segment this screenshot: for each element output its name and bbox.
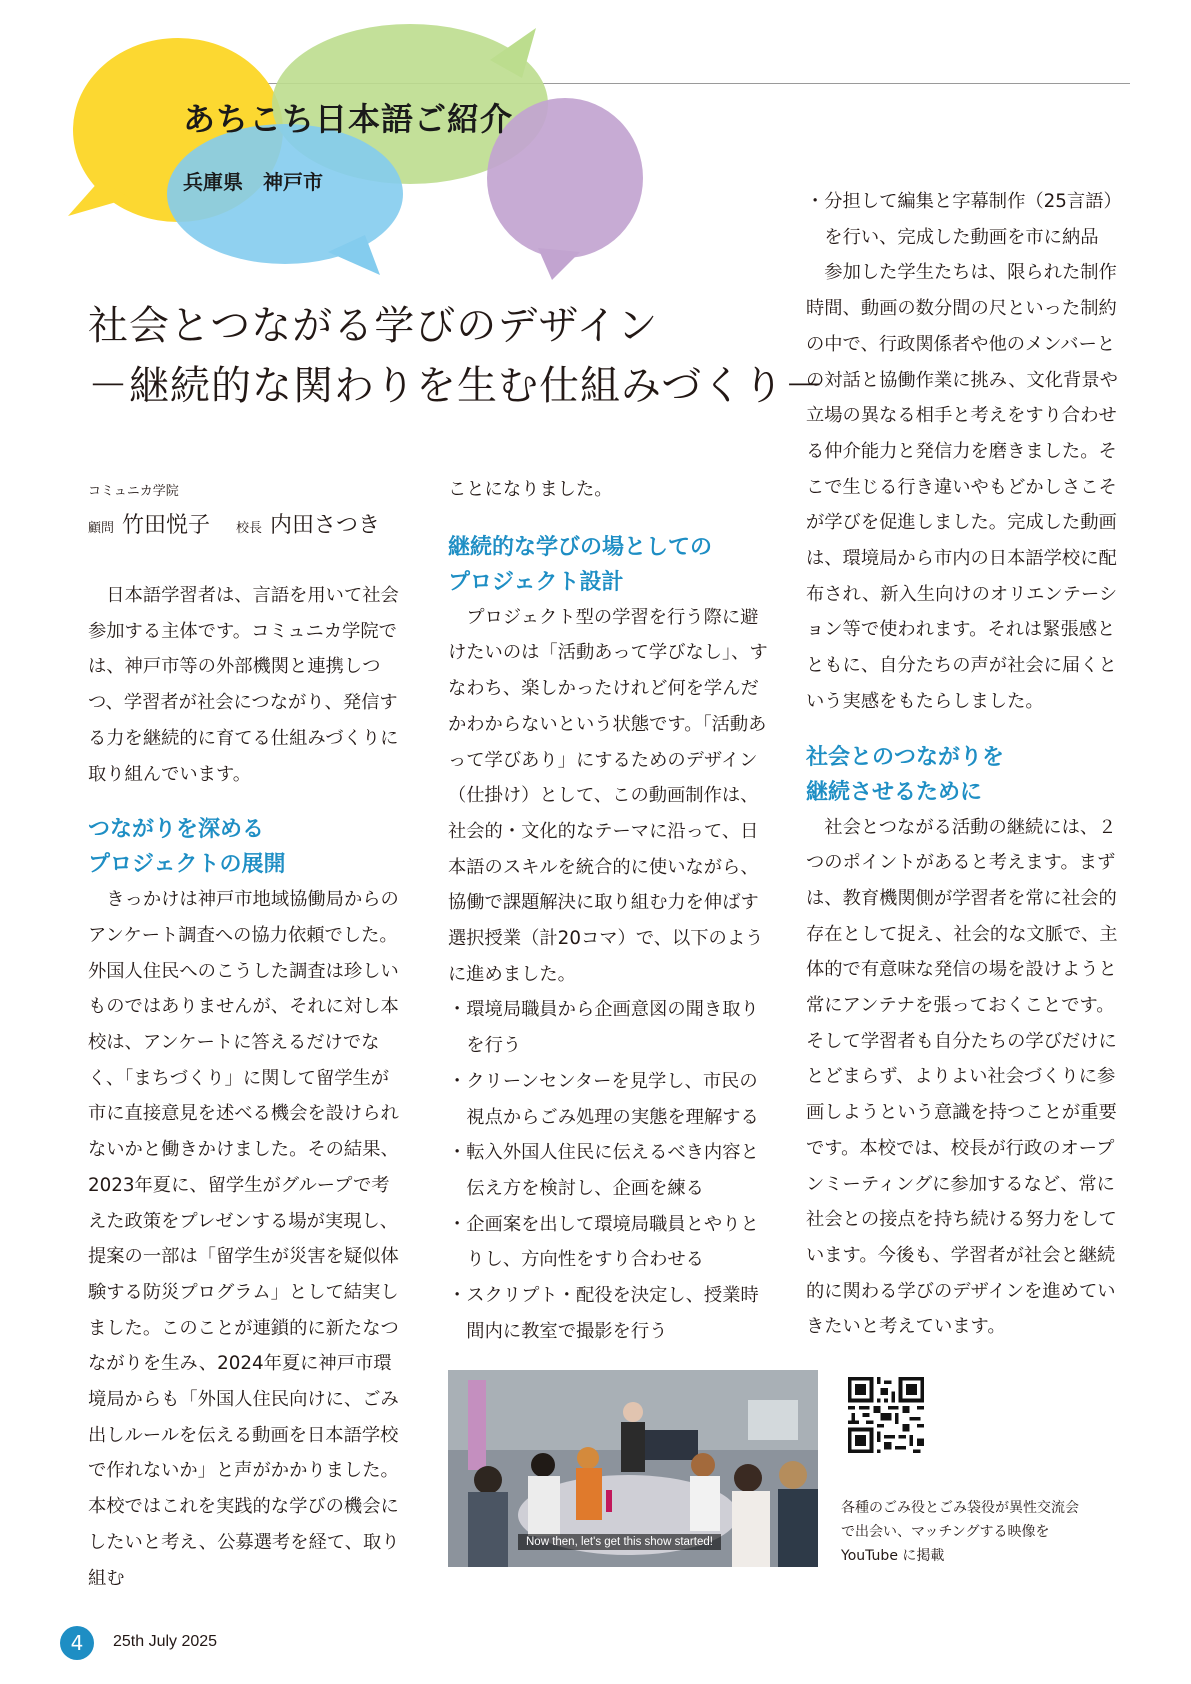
body-paragraph-4: 社会とつながる活動の継続には、２つのポイントがあると考えます。まずは、教育機関側が学習者を常に社会的存在として捉え、社会的な文脈で、主体的で有意味な発信の場を設けようと常にアンテナを張っておくことです。そして学習者も自分たちの学びだけにとどまらず、よりよい社会づくりに参画しようという意識を持つことが重要です。本校では、校長が行政のオープンミーティングに参加するなど、常に社会との接点を持ち続ける努力をしています。今後も、学習者が社会と継続的に関わる学びのデザインを進めていきたいと考えています。 — [806, 816, 1118, 1338]
body-paragraph-3: 参加した学生たちは、限られた制作時間、動画の数分間の尺といった制約の中で、行政関係者や他のメンバーとの対話と協働作業に挑み、文化背景や立場の異なる相手と考えをすり合わせる仲介能力と発信力を磨きました。そこで生じる行き違いやもどかしさこそが学びを促進しました。完成した動画は、環境局から市内の日本語学校に配布され、新入生向けのオリエンテーション等で使われます。それは緊張感とともに、自分たちの声が社会に届くという実感をもたらしました。 — [806, 262, 1118, 712]
classroom-photo — [448, 1370, 818, 1567]
continuation-text: ことになりました。 — [448, 479, 613, 500]
author2-role: 校長 — [236, 521, 263, 536]
bullet-item: ・転入外国人住民に伝えるべき内容と伝え方を検討し、企画を練る — [448, 1142, 759, 1199]
bullet-item-continuation: ・分担して編集と字幕制作（25言語）を行い、完成した動画を市に納品 — [806, 191, 1122, 248]
article-title — [88, 296, 825, 416]
article-title-line1: 社会とつながる学びのデザイン — [88, 303, 659, 349]
author1-role: 顧問 — [88, 521, 115, 536]
issue-date: 25th July 2025 — [113, 1633, 218, 1650]
heading-3-line1: 社会とのつながりを — [806, 744, 1005, 770]
bullet-item: ・環境局職員から企画意図の聞き取りを行う — [448, 999, 759, 1057]
body-paragraph-1: きっかけは神戸市地域協働局からのアンケート調査への協力依頼でした。外国人住民へのこうした調査は珍しいものではありませんが、それに対し本校は、アンケートに答えるだけでなく、「まちづくり」に関して留学生が市に直接意見を述べる機会を設けられないかと働きかけました。その結果、2023年夏に、留学生がグループで考えた政策をプレゼンする場が実現し、提案の一部は「留学生が災害を疑似体験する防災プログラム」として結実しました。このことが連鎖的に新たなつながりを生み、2024年夏に神戸市環境局からも「外国人住民向けに、ごみ出しルールを伝える動画を日本語学校で作れないか」と声がかかりました。本校ではこれを実践的な学びの機会にしたいと考え、公募選考を経て、取り組む — [88, 889, 400, 1589]
bullet-item: ・企画案を出して環境局職員とやりとりし、方向性をすり合わせる — [448, 1213, 759, 1271]
column-1 — [88, 578, 402, 1596]
bullet-item: ・スクリプト・配役を決定し、授業時間内に教室で撮影を行う — [448, 1285, 759, 1342]
article-title-line2: －継続的な関わりを生む仕組みづくり－ — [88, 363, 826, 409]
video-subtitle: Now then, let's get this show started! — [518, 1534, 721, 1550]
heading-3-line2: 継続させるために — [806, 779, 983, 805]
heading-2-line2: プロジェクト設計 — [448, 569, 624, 595]
photo-caption: 各種のごみ役とごみ袋役が異性交流会で出会い、マッチングする映像を YouTube に掲載 — [841, 1500, 1079, 1564]
column-2 — [448, 472, 770, 1349]
location-label: 兵庫県 神戸市 — [183, 170, 323, 194]
column-3 — [806, 184, 1131, 1345]
speech-bubbles-decoration — [60, 20, 720, 280]
bullet-item: ・クリーンセンターを見学し、市民の視点からごみ処理の実態を理解する — [448, 1070, 759, 1128]
blue-bubble — [167, 124, 403, 275]
page-number: 4 — [60, 1626, 94, 1660]
heading-2-line1: 継続的な学びの場としての — [448, 534, 713, 560]
intro-paragraph: 日本語学習者は、言語を用いて社会参加する主体です。コミュニカ学院では、神戸市等の外部機関と連携しつつ、学習者が社会につながり、発信する力を継続的に育てる仕組みづくりに取り組んでいます。 — [88, 585, 399, 785]
heading-1-line1: つながりを深める — [88, 817, 265, 843]
heading-1-line2: プロジェクトの展開 — [88, 852, 286, 878]
section-title: あちこち日本語ご紹介 — [183, 100, 514, 138]
organization-name: コミュニカ学院 — [88, 484, 179, 499]
author1-name: 竹田悦子 — [122, 513, 211, 538]
byline — [88, 508, 380, 539]
qr-code-icon[interactable] — [848, 1377, 924, 1453]
author2-name: 内田さつき — [270, 513, 381, 538]
body-paragraph-2: プロジェクト型の学習を行う際に避けたいのは「活動あって学びなし」、すなわち、楽しかったけれど何を学んだかわからないという状態です。「活動あって学びあり」にするためのデザイン（仕掛け）として、この動画制作は、社会的・文化的なテーマに沿って、日本語のスキルを統合的に使いながら、協働で課題解決に取り組む力を伸ばす選択授業（計20コマ）で、以下のように進めました。 — [448, 606, 768, 985]
